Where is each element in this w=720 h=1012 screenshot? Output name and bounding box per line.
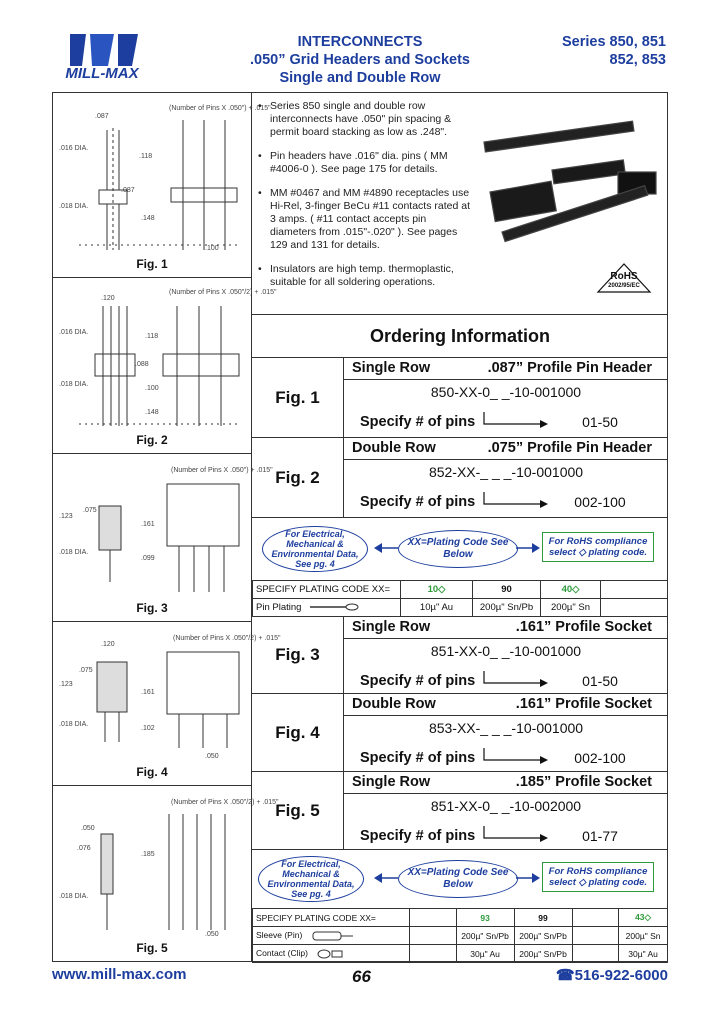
arrow-icon [480, 748, 550, 766]
dim-label: .087 [95, 113, 109, 120]
dim-label: .118 [139, 153, 153, 160]
specify-label: Specify # of pins [360, 494, 476, 510]
rohs-directive: 2002/95/EC [608, 283, 640, 289]
dim-label: .123 [59, 513, 73, 520]
series-line: Series 850, 851 [561, 34, 666, 50]
dim-label: .120 [101, 295, 115, 302]
pin-icon [310, 602, 360, 612]
dim-label: .050 [205, 931, 219, 938]
pin-plating-label: Pin Plating [256, 602, 302, 613]
plating-table-sockets [252, 908, 668, 963]
sleeve-label: Sleeve (Pin) [256, 930, 303, 941]
pin-range: 002-100 [574, 750, 626, 766]
plating-code[interactable]: 10◇ [401, 581, 473, 599]
figure-3-cell [52, 454, 273, 622]
order-rows-label: Double Row [352, 440, 436, 456]
arrow-icon [480, 412, 550, 430]
title-line: INTERCONNECTS [297, 34, 423, 50]
series-label [562, 33, 666, 69]
dim-label: .018 DIA. [59, 721, 89, 728]
dim-label: .018 DIA. [59, 203, 89, 210]
plating-code[interactable]: 99 [514, 909, 572, 927]
plating-code[interactable]: 43◇ [619, 909, 668, 927]
plating-value: 200µ" Sn/Pb [514, 927, 572, 945]
contact-row [253, 945, 410, 963]
page-title [220, 33, 500, 87]
figure-2-cell [52, 278, 277, 454]
figure-1-cell [52, 92, 271, 278]
phone-icon: ☎ [555, 967, 575, 984]
dim-label: .099 [141, 555, 155, 562]
dim-label: .102 [141, 725, 155, 732]
figure-4-cell [52, 622, 281, 786]
website-link[interactable]: www.mill-max.com [52, 966, 187, 983]
plating-value: 30µ" Au [619, 945, 668, 963]
pins-note: (Number of Pins X .050"/2) + .015" [171, 799, 279, 806]
plating-value: 10µ" Au [401, 599, 473, 617]
order-fig-label: Fig. 2 [252, 438, 344, 517]
order-row-fig5 [252, 772, 668, 850]
dim-label: .016 DIA. [59, 329, 89, 336]
dim-label: .075 [79, 667, 93, 674]
order-fig-label: Fig. 3 [252, 617, 344, 693]
ordering-title: Ordering Information [252, 314, 668, 358]
arrow-icon [480, 671, 550, 689]
feature-list [258, 100, 470, 300]
dim-label: .161 [141, 521, 155, 528]
plating-spec-label: SPECIFY PLATING CODE XX= [253, 581, 401, 599]
order-rows-label: Single Row [352, 619, 431, 635]
order-profile: .087” Profile Pin Header [487, 360, 652, 376]
figure-2-drawing [59, 286, 277, 436]
rohs-label: RoHS [610, 271, 638, 282]
dim-label: .161 [141, 689, 155, 696]
plating-value: 200µ" Sn/Pb [473, 599, 541, 617]
order-rows-label: Single Row [352, 774, 431, 790]
specify-label: Specify # of pins [360, 828, 476, 844]
order-row-fig1 [252, 358, 668, 438]
pin-range: 01-50 [582, 414, 618, 430]
pin-range: 01-50 [582, 673, 618, 689]
pins-note: (Number of Pins X .050"/2) + .015" [173, 635, 281, 642]
specify-label: Specify # of pins [360, 414, 476, 430]
dim-label: .148 [141, 215, 155, 222]
plating-code-note: XX=Plating Code See Below [398, 860, 518, 898]
dim-label: .185 [141, 851, 155, 858]
figure-caption: Fig. 2 [136, 433, 168, 447]
dim-label: .016 DIA. [59, 145, 89, 152]
dim-label: .148 [145, 409, 159, 416]
specify-label: Specify # of pins [360, 750, 476, 766]
product-photo [476, 96, 664, 310]
order-row-fig2 [252, 438, 668, 518]
order-row-fig3 [252, 616, 668, 694]
order-rows-label: Double Row [352, 696, 436, 712]
electrical-data-note: For Electrical, Mechanical & Environmental Data, See pg. 4 [258, 856, 364, 902]
plating-code[interactable]: 90 [473, 581, 541, 599]
dim-label: .018 DIA. [59, 549, 89, 556]
figure-caption: Fig. 3 [136, 601, 168, 615]
plating-spec-label: SPECIFY PLATING CODE XX= [253, 909, 410, 927]
dim-label: .100 [145, 385, 159, 392]
logo-text: MILL-MAX [65, 65, 139, 82]
pins-note: (Number of Pins X .050"/2) + .015" [169, 289, 277, 296]
order-profile: .161” Profile Socket [515, 619, 652, 635]
dim-label: .076 [77, 845, 91, 852]
figure-caption: Fig. 5 [136, 941, 168, 955]
pins-note: (Number of Pins X .050") + .015" [171, 467, 273, 474]
dim-label: .018 DIA. [59, 381, 89, 388]
dim-label: .075 [83, 507, 97, 514]
order-row-fig4 [252, 694, 668, 772]
dim-label: .088 [135, 361, 149, 368]
feature-item: • Insulators are high temp. thermoplastic, suitable for all soldering operations. [258, 263, 470, 289]
order-profile: .161” Profile Socket [515, 696, 652, 712]
dim-label: .050 [81, 825, 95, 832]
pins-note: (Number of Pins X .050") + .015" [169, 105, 271, 112]
electrical-data-note: For Electrical, Mechanical & Environmental Data, See pg. 4 [262, 526, 368, 572]
page-number: 66 [352, 967, 371, 986]
order-fig-label: Fig. 5 [252, 772, 344, 849]
arrow-icon [480, 826, 550, 844]
figure-5-cell [52, 786, 279, 962]
pin-range: 002-100 [574, 494, 626, 510]
plating-value: 200µ" Sn/Pb [456, 927, 514, 945]
part-number: 851-XX-0_ _-10-002000 [430, 798, 582, 814]
plating-value: 30µ" Au [456, 945, 514, 963]
pin-range: 01-77 [582, 828, 618, 844]
part-number: 852-XX-_ _ _-10-001000 [428, 464, 584, 480]
mill-max-logo [52, 28, 152, 86]
dim-label: .123 [59, 681, 73, 688]
order-profile: .075” Profile Pin Header [487, 440, 652, 456]
figure-1-drawing [59, 100, 271, 260]
rohs-compliance-note: For RoHS compliance select ◇ plating code. [542, 862, 654, 892]
rohs-badge [596, 262, 652, 294]
title-line: .050” Grid Headers and Sockets [249, 52, 470, 68]
order-rows-label: Single Row [352, 360, 431, 376]
dim-label: .100 [205, 245, 219, 252]
specify-label: Specify # of pins [360, 673, 476, 689]
plating-code[interactable]: 40◇ [541, 581, 601, 599]
rohs-compliance-note: For RoHS compliance select ◇ plating code. [542, 532, 654, 562]
part-number: 851-XX-0_ _-10-001000 [430, 643, 582, 659]
title-line: Single and Double Row [279, 70, 441, 86]
phone-text: 516-922-6000 [574, 967, 668, 984]
dim-label: .120 [101, 641, 115, 648]
plating-value: 200µ" Sn/Pb [514, 945, 572, 963]
feature-item: • Pin headers have .016" dia. pins ( MM #4006-0 ). See page 175 for details. [258, 150, 470, 176]
page-footer [52, 966, 668, 990]
phone-number [556, 966, 668, 984]
clip-icon [316, 949, 346, 959]
arrow-icon [480, 492, 550, 510]
figure-5-drawing [59, 794, 279, 942]
pin-plating-row [253, 599, 401, 617]
figure-caption: Fig. 1 [136, 257, 168, 271]
figure-caption: Fig. 4 [136, 765, 168, 779]
sleeve-row [253, 927, 410, 945]
feature-item: • MM #0467 and MM #4890 receptacles use Hi-Rel, 3-finger BeCu #11 contacts rated at 3 amps. ( #11 contact accepts pin diameters from .015"-.020" ). See pages 129 and 131 for details. [258, 187, 470, 252]
part-number: 850-XX-0_ _-10-001000 [430, 384, 582, 400]
sleeve-icon [311, 931, 355, 941]
order-fig-label: Fig. 4 [252, 694, 344, 771]
order-profile: .185” Profile Socket [515, 774, 652, 790]
figure-4-drawing [59, 630, 281, 766]
plating-value: 200µ" Sn [619, 927, 668, 945]
dim-label: .018 DIA. [59, 893, 89, 900]
series-line: 852, 853 [609, 52, 666, 68]
figure-3-drawing [59, 462, 273, 602]
dim-label: .087 [121, 187, 135, 194]
dim-label: .050 [205, 753, 219, 760]
plating-table-headers [252, 580, 668, 617]
plating-value: 200µ" Sn [541, 599, 601, 617]
feature-item: • Series 850 single and double row interconnects have .050" pin spacing & permit board stacking as low as .248". [258, 100, 470, 139]
dim-label: .118 [145, 333, 159, 340]
plating-code-note: XX=Plating Code See Below [398, 530, 518, 568]
contact-label: Contact (Clip) [256, 948, 308, 959]
part-number: 853-XX-_ _ _-10-001000 [428, 720, 584, 736]
plating-code[interactable]: 93 [456, 909, 514, 927]
order-fig-label: Fig. 1 [252, 358, 344, 437]
